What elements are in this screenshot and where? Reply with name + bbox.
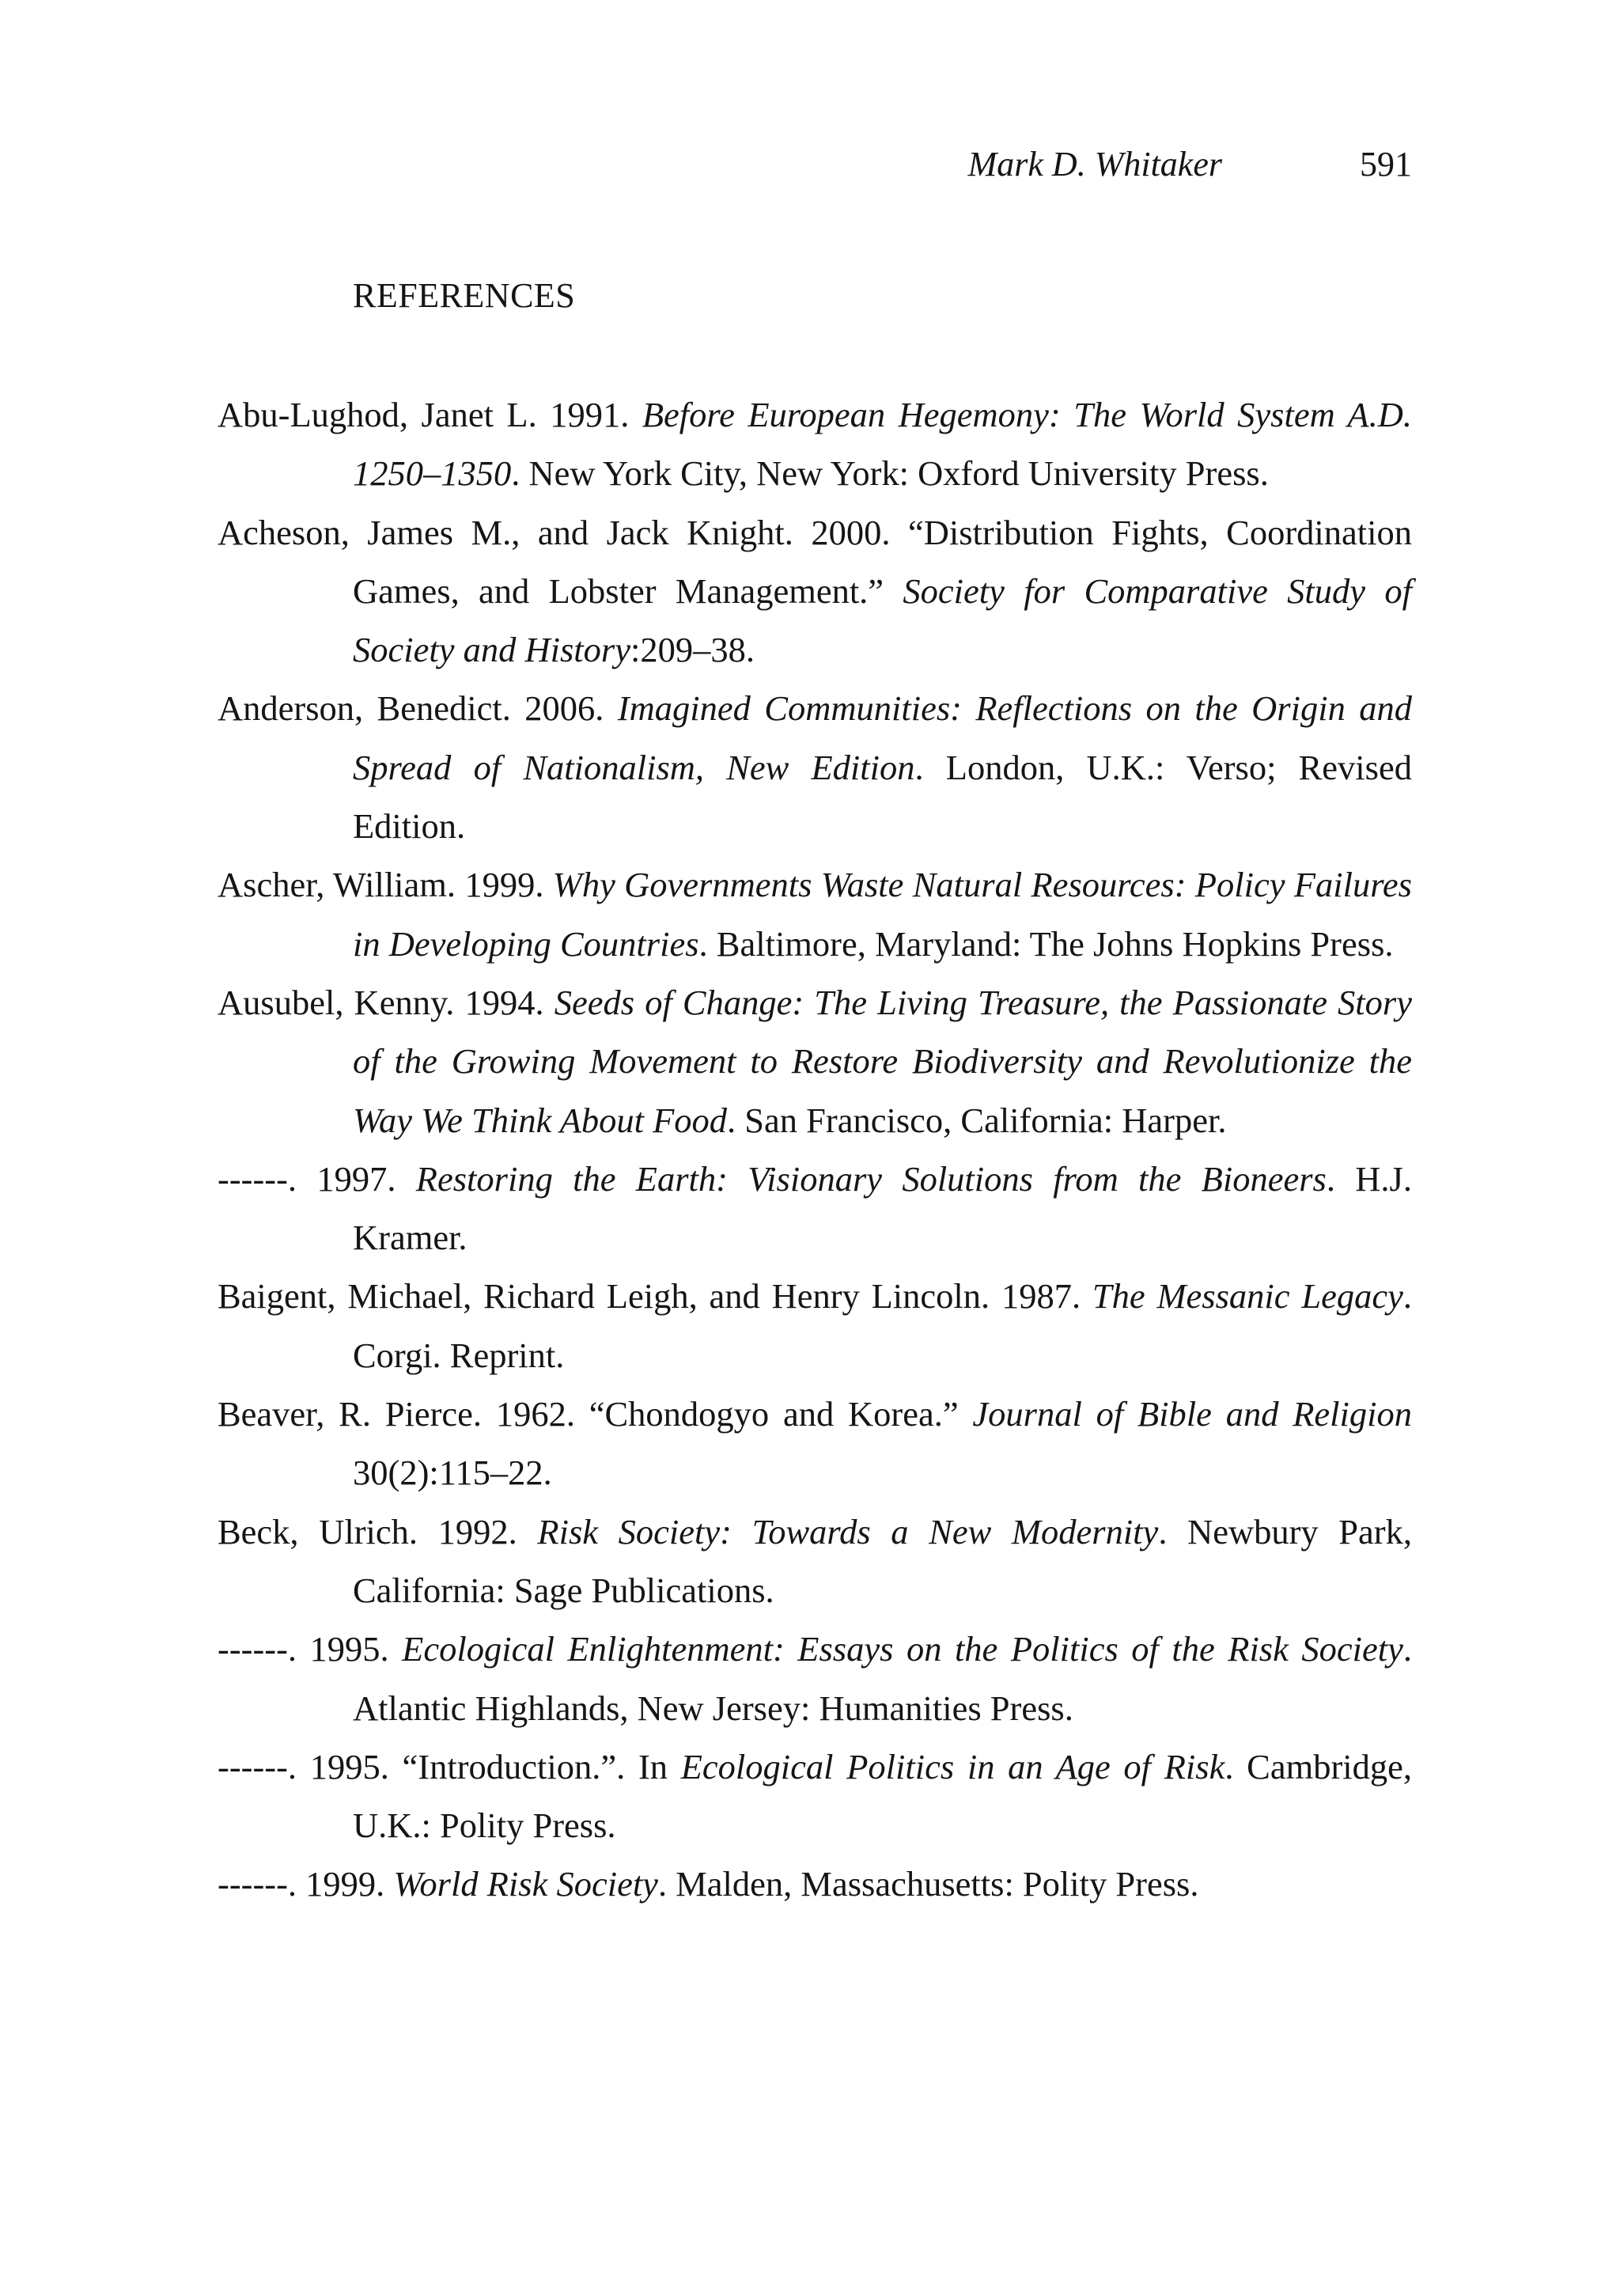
reference-entry xyxy=(218,1267,1412,1385)
reference-entry xyxy=(218,1737,1412,1855)
reference-entry xyxy=(218,1502,1412,1620)
reference-text: Ascher, William. 1999. xyxy=(218,865,553,905)
reference-text: . Cambridge, U.K.: Polity Press. xyxy=(353,1746,1413,1846)
reference-text: Beck, Ulrich. 1992. xyxy=(218,1511,538,1552)
page-number: 591 xyxy=(1360,145,1412,184)
reference-entry xyxy=(218,503,1412,680)
reference-list xyxy=(218,385,1412,1914)
reference-text: . Corgi. Reprint. xyxy=(353,1276,1412,1375)
reference-text: ------. 1997. xyxy=(218,1158,416,1199)
reference-title: Imagined Communities: Reflections on the Origin and Spread of Nationalism, New Edition xyxy=(353,688,1413,787)
reference-title: Restoring the Earth: Visionary Solutions from the Bioneers xyxy=(415,1158,1327,1199)
reference-text: . Baltimore, Maryland: The Johns Hopkins Press. xyxy=(698,923,1394,964)
reference-title: Why Governments Waste Natural Resources: Policy Failures in Developing Countries xyxy=(353,865,1412,964)
reference-entry xyxy=(218,385,1412,503)
reference-title: Ecological Enlightenment: Essays on the Politics of the Risk Society xyxy=(402,1629,1403,1669)
reference-text: . New York City, New York: Oxford University Press. xyxy=(511,453,1269,494)
reference-text: . London, U.K.: Verso; Revised Edition. xyxy=(353,747,1412,847)
reference-title: Journal of Bible and Religion xyxy=(972,1394,1413,1434)
reference-text: 30(2):115–22. xyxy=(353,1453,552,1493)
reference-entry xyxy=(218,1385,1412,1502)
reference-entry xyxy=(218,1620,1412,1737)
reference-title: The Messanic Legacy xyxy=(1092,1276,1403,1317)
section-heading: REFERENCES xyxy=(353,276,576,315)
reference-text: . Malden, Massachusetts: Polity Press. xyxy=(657,1864,1199,1904)
reference-text: . Atlantic Highlands, New Jersey: Humanities Press. xyxy=(353,1629,1412,1728)
reference-text: Ausubel, Kenny. 1994. xyxy=(218,982,555,1022)
reference-text: Abu-Lughod, Janet L. 1991. xyxy=(218,395,642,434)
running-head-author: Mark D. Whitaker xyxy=(967,145,1222,184)
reference-entry xyxy=(218,973,1412,1150)
reference-entry xyxy=(218,855,1412,973)
reference-text: . San Francisco, California: Harper. xyxy=(727,1100,1227,1140)
reference-text: ------. 1995. “Introduction.”. In xyxy=(218,1746,681,1786)
reference-entry xyxy=(218,1150,1412,1267)
reference-title: Society for Comparative Study of Society and History xyxy=(353,570,1412,670)
reference-text: . Newbury Park, California: Sage Publications. xyxy=(353,1511,1412,1610)
running-head xyxy=(0,141,1412,188)
reference-text: ------. 1995. xyxy=(218,1629,403,1669)
reference-text: :209–38. xyxy=(630,630,755,670)
reference-text: Acheson, James M., and Jack Knight. 2000. “Distribution Fights, Coordination Games, and Lobster Management.” xyxy=(218,512,1412,611)
reference-title: Before European Hegemony: The World System A.D. 1250–1350 xyxy=(353,395,1412,494)
reference-entry xyxy=(218,679,1412,855)
reference-title: Seeds of Change: The Living Treasure, the Passionate Story of the Growing Movement to Restore Biodiversity and Revolutionize the Way We Think About Food xyxy=(353,982,1412,1140)
reference-text: Anderson, Benedict. 2006. xyxy=(218,688,618,729)
reference-title: World Risk Society xyxy=(393,1864,658,1904)
reference-text: . H.J. Kramer. xyxy=(353,1158,1412,1258)
reference-text: Beaver, R. Pierce. 1962. “Chondogyo and Korea.” xyxy=(218,1394,973,1434)
reference-entry xyxy=(218,1855,1412,1913)
reference-title: Risk Society: Towards a New Modernity xyxy=(537,1511,1159,1552)
reference-title: Ecological Politics in an Age of Risk xyxy=(680,1746,1225,1786)
reference-text: Baigent, Michael, Richard Leigh, and Henry Lincoln. 1987. xyxy=(218,1276,1092,1317)
reference-text: ------. 1999. xyxy=(218,1864,394,1904)
